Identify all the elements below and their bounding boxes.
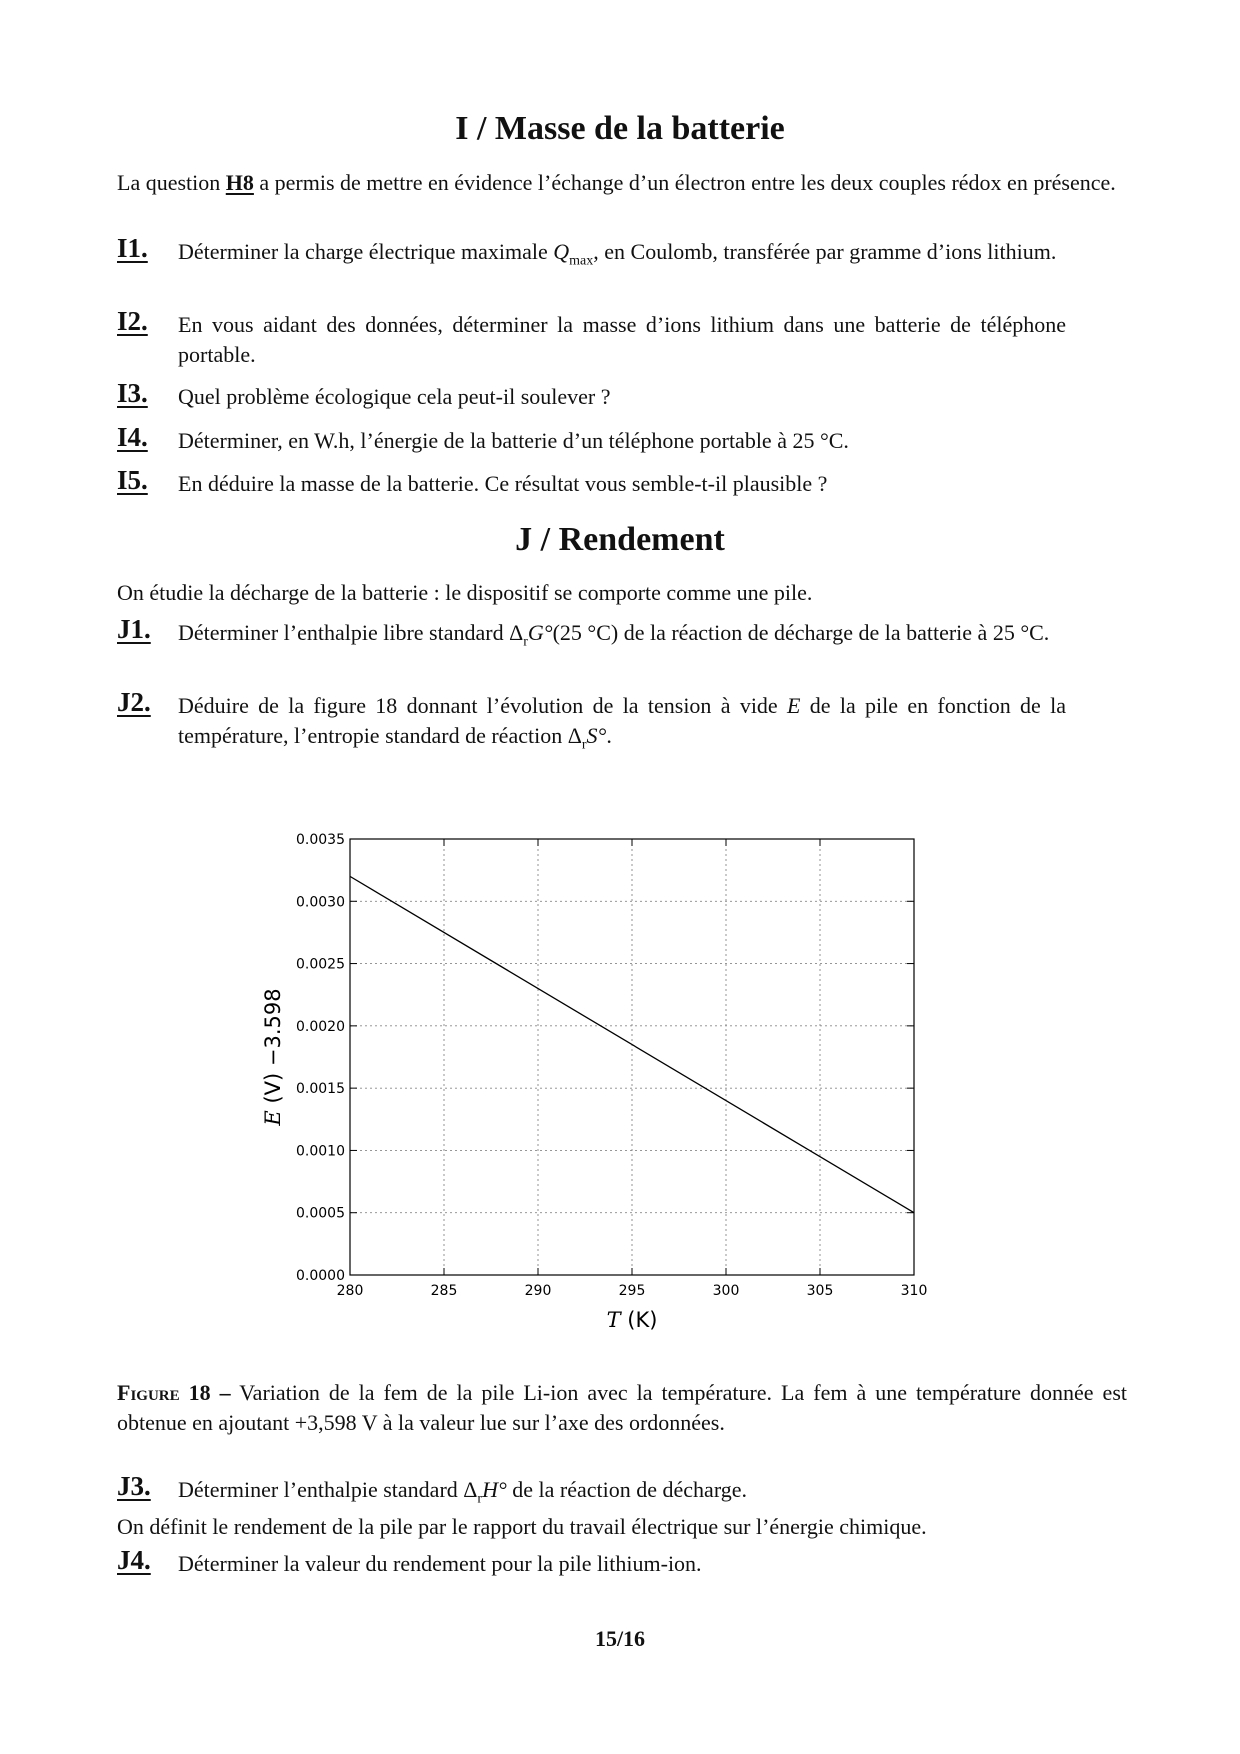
figure-18-chart (240, 815, 940, 1345)
question-text-j3: Déterminer l’enthalpie standard $\Delta_rH^\circ$ de la réaction de décharge. (178, 1477, 748, 1507)
x-tick-label: 310 (900, 1283, 928, 1299)
chart-ticks (296, 832, 927, 1299)
rendement-definition: On définit le rendement de la pile par le rapport du travail électrique sur l’énergie chimique. (117, 1514, 927, 1539)
x-tick-label: 285 (430, 1283, 458, 1299)
x-tick-label: 295 (618, 1283, 646, 1299)
chart-grid (350, 839, 914, 1275)
question-text-i5: En déduire la masse de la batterie. Ce résultat vous semble-t-il plausible ? (178, 471, 828, 496)
question-text-i4: Déterminer, en W.h, l’énergie de la batterie d’un téléphone portable à 25 °C. (178, 428, 849, 453)
x-tick-label: 300 (712, 1283, 740, 1299)
question-label-i1: I1. (117, 233, 148, 263)
y-axis-label: E (V) −3.598 (261, 988, 285, 1126)
x-tick-label: 280 (336, 1283, 364, 1299)
y-tick-label: 0.0010 (296, 1143, 345, 1160)
figure-caption: Figure 18 – Variation de la fem de la pile Li-ion avec la température. La fem à une température donnée est obtenue en ajoutant +3,598 V à la valeur lue sur l’axe des ordonnées. (117, 1380, 1127, 1435)
question-label-j4: J4. (117, 1545, 151, 1575)
question-ref-h8: H8 (225, 170, 254, 195)
question-label-i3: I3. (117, 378, 148, 408)
x-axis-label: T (K) (606, 1308, 658, 1332)
x-tick-label: 305 (806, 1283, 834, 1299)
question-label-j3: J3. (117, 1471, 151, 1501)
y-tick-label: 0.0035 (296, 832, 345, 848)
question-label-j1: J1. (117, 614, 151, 644)
y-tick-label: 0.0005 (296, 1205, 345, 1222)
figure-caption-label: Figure 18 – (117, 1380, 231, 1405)
section-i-intro: La question H8 a permis de mettre en évidence l’échange d’un électron entre les deux couples rédox en présence. (117, 170, 1116, 195)
y-tick-label: 0.0015 (296, 1081, 345, 1098)
x-tick-label: 290 (524, 1283, 552, 1299)
y-tick-label: 0.0030 (296, 894, 345, 911)
question-text-i1: Déterminer la charge électrique maximale $Q_{max}$, en Coulomb, transférée par gramme d’ions lithium. (178, 239, 1057, 269)
question-label-j2: J2. (117, 687, 151, 717)
y-tick-label: 0.0020 (296, 1018, 345, 1035)
y-tick-label: 0.0000 (296, 1268, 345, 1284)
question-label-i5: I5. (117, 465, 148, 495)
page-number: 15/16 (594, 1626, 646, 1651)
question-text-i3: Quel problème écologique cela peut-il soulever ? (178, 384, 611, 409)
section-j-intro: On étudie la décharge de la batterie : le dispositif se comporte comme une pile. (117, 580, 813, 605)
question-label-i2: I2. (117, 306, 148, 336)
question-text-i2: En vous aidant des données, déterminer la masse d’ions lithium dans une batterie de téléphone portable. (178, 312, 1066, 367)
question-text-j1: Déterminer l’enthalpie libre standard $\Delta_rG^\circ(25$ °C) de la réaction de décharge de la batterie à 25 °C. (178, 620, 1050, 650)
question-text-j4: Déterminer la valeur du rendement pour la pile lithium-ion. (178, 1551, 702, 1576)
question-label-i4: I4. (117, 422, 148, 452)
series-line-e (350, 876, 914, 1212)
chart-series (350, 876, 914, 1212)
question-text-j2: Déduire de la figure 18 donnant l’évolution de la tension à vide E de la pile en fonction de la température, l’entropie standard de réaction $\Delta_rS^\circ$. (178, 693, 1066, 753)
section-title-j: J / Rendement (515, 521, 725, 558)
section-title-i: I / Masse de la batterie (455, 110, 785, 147)
y-tick-label: 0.0025 (296, 956, 345, 973)
